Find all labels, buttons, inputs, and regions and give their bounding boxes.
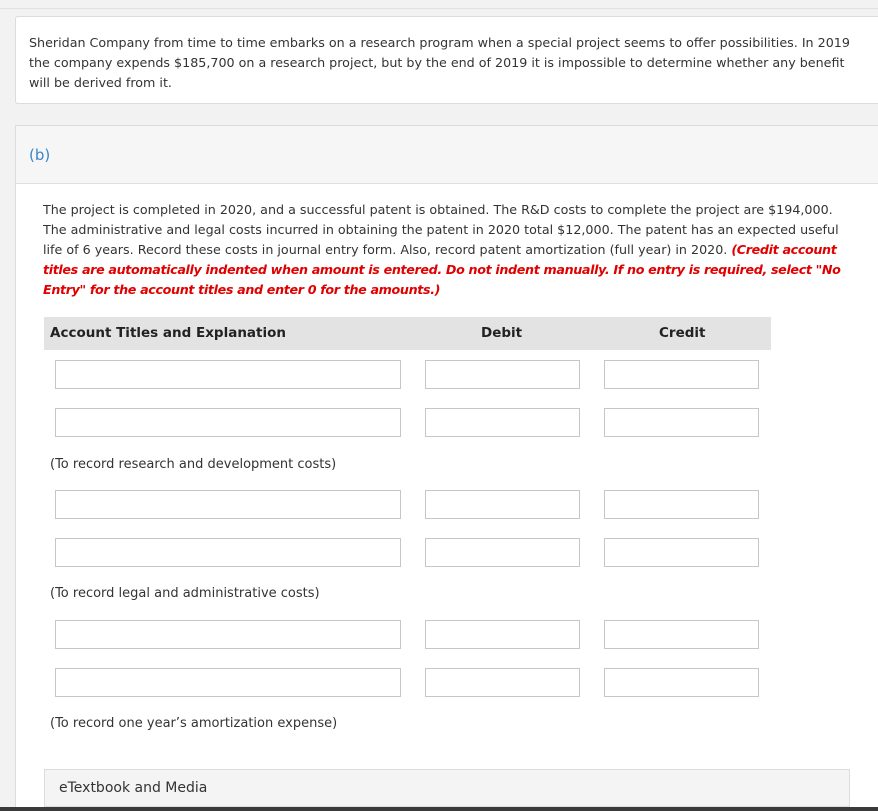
- account-title-input[interactable]: [55, 360, 401, 389]
- credit-input[interactable]: [604, 490, 759, 519]
- header-credit: Credit: [659, 325, 706, 341]
- account-title-input[interactable]: [55, 490, 401, 519]
- account-title-input[interactable]: [55, 668, 401, 697]
- debit-input[interactable]: [425, 538, 580, 567]
- header-debit: Debit: [481, 325, 523, 341]
- debit-input[interactable]: [425, 360, 580, 389]
- account-title-input[interactable]: [55, 538, 401, 567]
- question-instructions: (Credit account titles are automatically indented when amount is entered. Do not indent manually. If no entry is required, select "No Entry" for the account titles and enter 0 for the amounts.): [43, 242, 841, 297]
- entry-note-rd: (To record research and development costs): [50, 457, 337, 472]
- part-header: [16, 126, 878, 184]
- question-body: The project is completed in 2020, and a successful patent is obtained. The R&D costs to complete the project are $194,000. The administrative and legal costs incurred in obtaining the patent in 2020 total $12,000. The patent has an expected useful life of 6 years. Record these costs in journal entry form. Also, record patent amortization (full year) in 2020.: [43, 202, 839, 257]
- credit-input[interactable]: [604, 360, 759, 389]
- credit-input[interactable]: [604, 620, 759, 649]
- intro-card: [15, 16, 878, 104]
- debit-input[interactable]: [425, 408, 580, 437]
- intro-text: Sheridan Company from time to time embarks on a research program when a special project seems to offer possibilities. In 2019 the company expends $185,700 on a research project, but by the end of 2019 it is impossible to determine whether any benefit will be derived from it.: [29, 35, 850, 90]
- credit-input[interactable]: [604, 538, 759, 567]
- part-b-card: [15, 125, 878, 811]
- debit-input[interactable]: [425, 668, 580, 697]
- entry-note-legal: (To record legal and administrative costs): [50, 586, 320, 601]
- debit-input[interactable]: [425, 620, 580, 649]
- credit-input[interactable]: [604, 668, 759, 697]
- top-divider: [0, 8, 878, 9]
- etextbook-media-label: eTextbook and Media: [59, 780, 208, 796]
- entry-note-amortization: (To record one year’s amortization expense): [50, 716, 338, 731]
- etextbook-media-panel[interactable]: [44, 769, 850, 807]
- credit-input[interactable]: [604, 408, 759, 437]
- debit-input[interactable]: [425, 490, 580, 519]
- account-title-input[interactable]: [55, 620, 401, 649]
- question-text: [43, 200, 858, 300]
- journal-table-header: [44, 317, 771, 350]
- header-account-titles: Account Titles and Explanation: [50, 325, 287, 341]
- bottom-bar: [0, 807, 878, 811]
- part-label: (b): [29, 146, 51, 164]
- account-title-input[interactable]: [55, 408, 401, 437]
